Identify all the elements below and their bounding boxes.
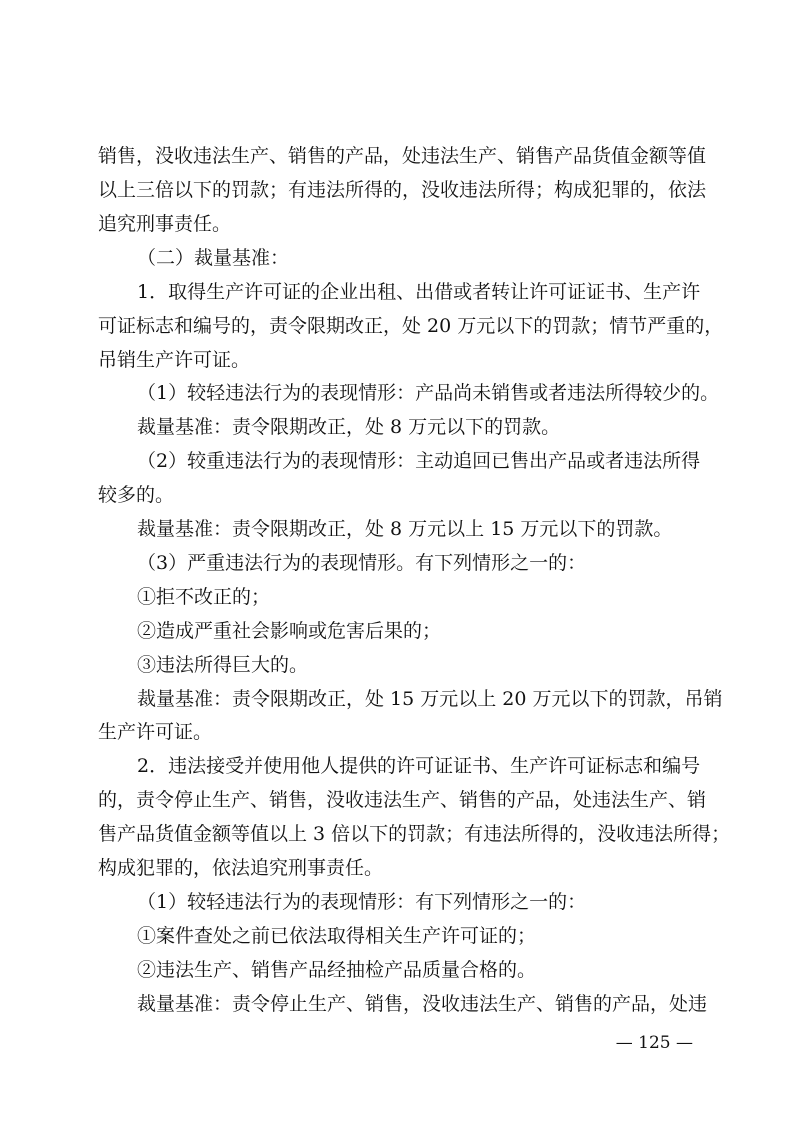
text-line: （1）较轻违法行为的表现情形：有下列情形之一的： — [137, 891, 587, 913]
text-line: ②违法生产、销售产品经抽检产品质量合格的。 — [137, 959, 537, 981]
text-line: 的，责令停止生产、销售，没收违法生产、销售的产品，处违法生产、销 — [98, 789, 707, 811]
text-line: 1．取得生产许可证的企业出租、出借或者转让许可证证书、生产许 — [137, 281, 701, 303]
text-line: 销售，没收违法生产、销售的产品，处违法生产、销售产品货值金额等值 — [98, 145, 707, 167]
text-line: 吊销生产许可证。 — [98, 349, 251, 371]
text-line: 可证标志和编号的，责令限期改正，处 20 万元以下的罚款；情节严重的， — [98, 315, 724, 337]
text-line: 售产品货值金额等值以上 3 倍以下的罚款；有违法所得的，没收违法所得； — [98, 823, 731, 845]
section-heading: （二）裁量基准： — [137, 247, 290, 269]
page-number: — 125 — — [615, 1033, 693, 1053]
text-line: 以上三倍以下的罚款；有违法所得的，没收违法所得；构成犯罪的，依法 — [98, 179, 707, 201]
text-line: ②造成严重社会影响或危害后果的； — [137, 620, 442, 642]
text-line: （1）较轻违法行为的表现情形：产品尚未销售或者违法所得较少的。 — [137, 382, 720, 404]
text-line: ③违法所得巨大的。 — [137, 654, 309, 676]
text-line: 裁量基准：责令限期改正，处 8 万元以上 15 万元以下的罚款。 — [137, 518, 673, 540]
text-line: 2．违法接受并使用他人提供的许可证证书、生产许可证标志和编号 — [137, 755, 701, 777]
text-line: 追究刑事责任。 — [98, 213, 232, 235]
text-line: 裁量基准：责令限期改正，处 15 万元以上 20 万元以下的罚款，吊销 — [137, 688, 723, 710]
text-line: 构成犯罪的，依法追究刑事责任。 — [98, 857, 384, 879]
text-line: ①拒不改正的； — [137, 586, 271, 608]
text-line: （2）较重违法行为的表现情形：主动追回已售出产品或者违法所得 — [137, 450, 701, 472]
text-line: （3）严重违法行为的表现情形。有下列情形之一的： — [137, 552, 587, 574]
text-line: 较多的。 — [98, 484, 175, 506]
text-line: ①案件查处之前已依法取得相关生产许可证的； — [137, 925, 537, 947]
text-line: 裁量基准：责令停止生产、销售，没收违法生产、销售的产品，处违 — [137, 993, 708, 1015]
text-line: 裁量基准：责令限期改正，处 8 万元以下的罚款。 — [137, 416, 561, 438]
text-line: 生产许可证。 — [98, 721, 213, 743]
